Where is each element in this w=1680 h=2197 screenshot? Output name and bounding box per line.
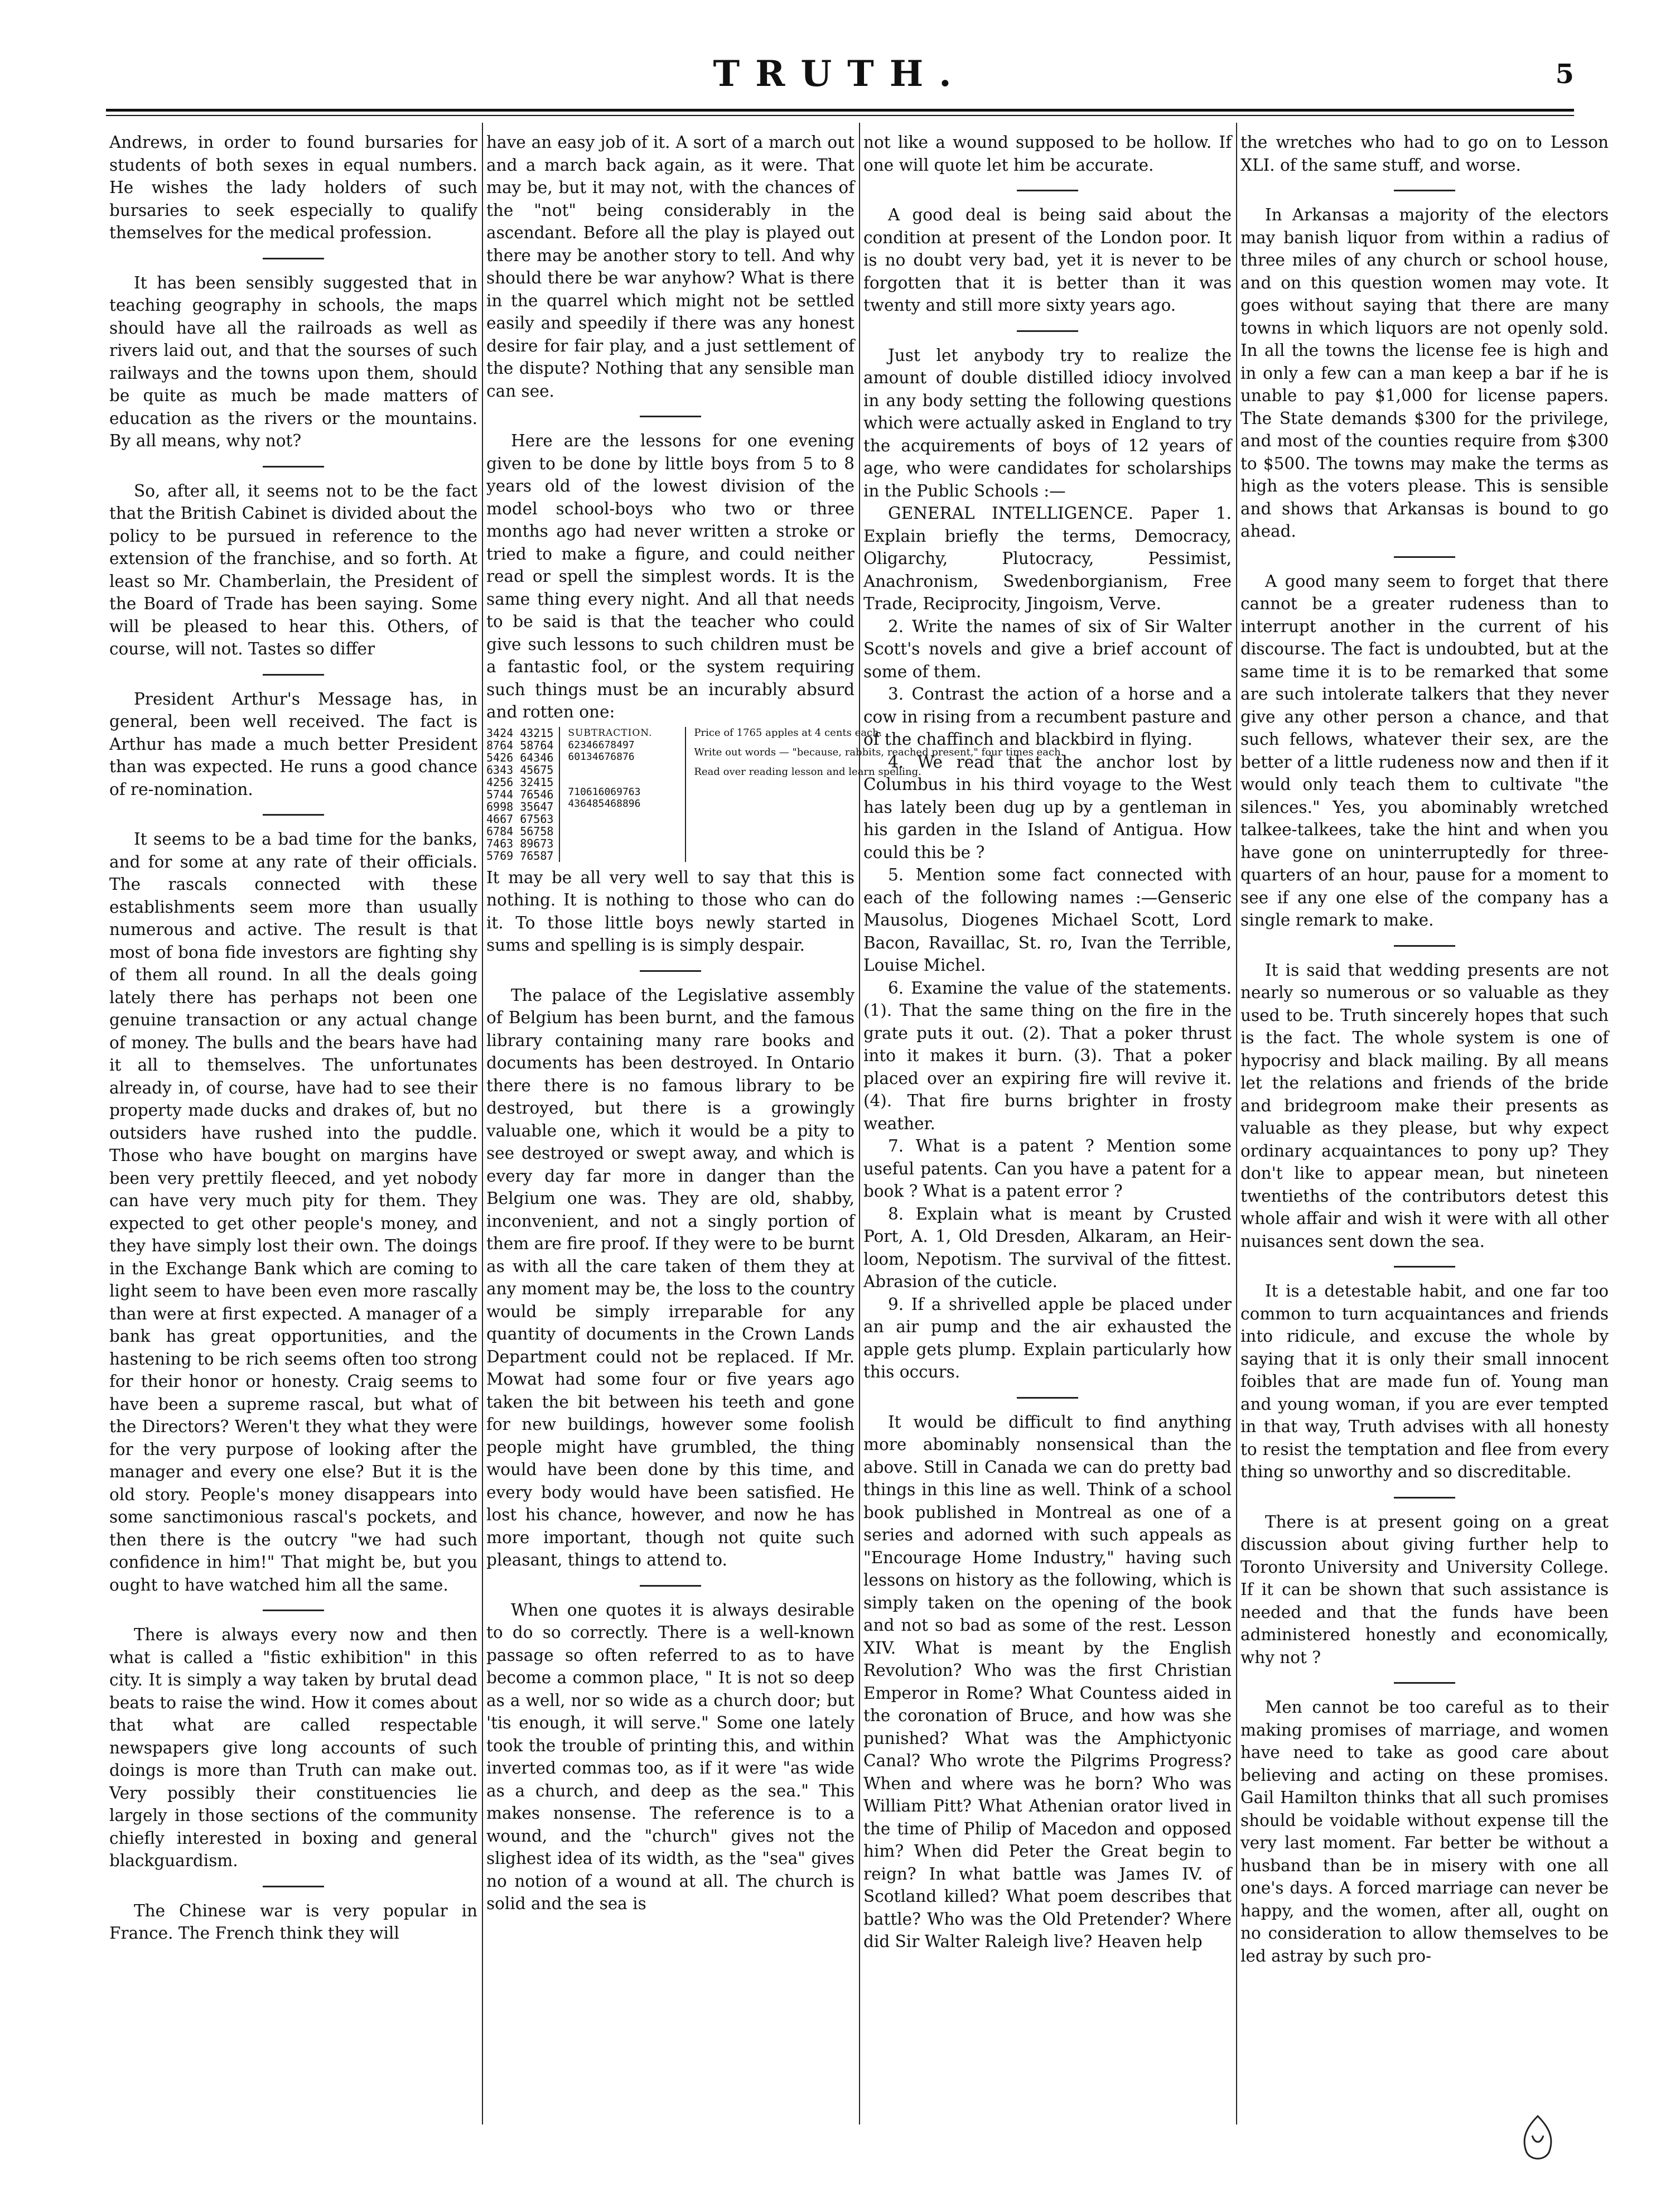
figure-row: 7463 89673 xyxy=(486,836,554,850)
addition-figures xyxy=(486,727,560,862)
figure-row: 4256 32415 xyxy=(486,775,554,789)
article-separator xyxy=(263,1886,324,1887)
article-separator xyxy=(1017,1397,1078,1399)
figure-row: 5744 76546 xyxy=(486,787,554,801)
figure-row: 6998 35647 xyxy=(486,799,554,813)
article-paragraph: GENERAL INTELLIGENCE. Paper 1. Explain briefly the terms, Democracy, Oligarchy, Plutocracy, Pessimist, Anachronism, Swedenborgianism, Free Trade, Reciprocity, Jingoism, Verve. xyxy=(863,504,1232,613)
column-divider xyxy=(859,123,860,2124)
article-paragraph: 8. Explain what is meant by Crusted Port, A. 1, Old Dresden, Alkaram, an Heir-loom, Nepotism. The survival of the fittest. Abrasion of the cuticle. xyxy=(863,1204,1232,1291)
column-divider xyxy=(482,123,483,2124)
article-separator xyxy=(263,466,324,468)
article-paragraph: When one quotes it is always desirable to do so correctly. There is a well-known passage so often referred to as to have become a common place, " It is not so deep as a well, nor so wide as a church door; but 'tis enough, it will serve." Some one lately took the trouble of printing this, and within inverted commas too, as if it were "as wide as a church, and deep as the sea." This makes nonsense. The reference is to a wound, and the "church" gives not the slighest idea of its width, as the "sea" gives no notion of a wound at all. The church is solid and the sea is xyxy=(486,1600,855,1913)
figure-row: 5769 76587 xyxy=(486,849,554,863)
lesson-instruction: Price of 1765 apples at 4 cents each. xyxy=(694,726,882,739)
article-paragraph: have an easy job of it. A sort of a march out and a march back again, as it were. That may be, but it may not, with the chances of the "not" being considerably in the ascendant. Before all the play is played out there may be another story to tell. And why should there be war anyhow? What is there in the quarrel which might not be settled easily and speedily if there was any honest desire for fair play, and a just settlement of the dispute? Nothing that any sensible man can see. xyxy=(486,133,855,401)
article-paragraph: President Arthur's Message has, in general, been well received. The fact is Arthur has made a much better President than was expected. He runs a good chance of re-nomination. xyxy=(109,689,477,799)
column-divider xyxy=(1236,123,1237,2124)
subtraction-row: 710616069763 xyxy=(568,786,641,798)
article-paragraph: the wretches who had to go on to Lesson XLI. of the same stuff, and worse. xyxy=(1240,133,1609,175)
article-paragraph: A good many seem to forget that there cannot be a greater rudeness than to interrupt another in the current of his discourse. The fact is undoubted, but at the same time it is to be remarked that some are such intolerate talkers that they never give any other person a chance, and that such fellows, whatever their sex, are the better of a little rudeness now and then if it would only teach them to cultivate "the silences." Yes, you abominably wretched talkee-talkees, take the hint and when you have gone on uninterruptedly for three-quarters of an hour, pause for a moment to see if any one else of the company has a single remark to make. xyxy=(1240,571,1609,929)
article-paragraph: The palace of the Legislative assembly of Belgium has been burnt, and the famous library containing many rare books and documents has been destroyed. In Ontario there there is no famous library to be destroyed, but there is a growingly valuable one, which it would be a pity to see destroyed or swept away, and which is every day far more in danger than the Belgium one was. They are old, shabby, inconvenient, and not a singly portion of them are fire proof. If they were to be burnt as with all the care taken of them they at any moment may be, the loss to the country would be simply irreparable for any quantity of documents in the Crown Lands Department could not be replaced. If Mr. Mowat had some four or five years ago taken the bit between his teeth and gone for new buildings, however some foolish people might have grumbled, the thing would have been done by this time, and every body would have been satisfied. He lost his chance, however, and now he has more important, though not quite such pleasant, things to attend to. xyxy=(486,985,855,1569)
masthead xyxy=(106,53,1574,114)
subtraction-heading: SUBTRACTION. xyxy=(568,727,653,739)
article-separator xyxy=(1394,1682,1455,1684)
printers-ornament-icon xyxy=(1515,2113,1560,2164)
article-separator xyxy=(263,674,324,676)
article-separator xyxy=(640,970,701,972)
figure-row: 6784 56758 xyxy=(486,824,554,838)
article-paragraph: Just let anybody try to realize the amount of double distilled idiocy involved in any body setting the following questions which were actually asked in England to try the acquirements of boys of 12 years of age, who were candidates for scholarships in the Public Schools :— xyxy=(863,345,1232,500)
article-paragraph: 2. Write the names of six of Sir Walter Scott's novels and give a brief account of some of them. xyxy=(863,616,1232,681)
article-paragraph: A good deal is being said about the condition at present of the London poor. It is no doubt very bad, yet it is never to be forgotten that it is better than it was twenty and still more sixty years ago. xyxy=(863,205,1232,315)
article-paragraph: The Chinese war is very popular in France. The French think they will xyxy=(109,1901,477,1943)
article-separator xyxy=(1394,1266,1455,1268)
subtraction-row: 60134676876 xyxy=(568,750,635,763)
article-separator xyxy=(1394,556,1455,558)
column-3 xyxy=(863,131,1232,2130)
article-paragraph: There is at present going on a great discussion about giving further help to Toronto University and University College. If it can be shown that such assistance is needed and that the funds have been administered honestly and economically, why not ? xyxy=(1240,1512,1609,1667)
article-paragraph: 5. Mention some fact connected with each of the following names :—Genseric Mausolus, Diogenes Michael Scott, Lord Bacon, Ravaillac, St. ro, Ivan the Terrible, Louise Michel. xyxy=(863,865,1232,975)
article-paragraph: 9. If a shrivelled apple be placed under an air pump and the air exhausted the apple gets plump. Explain particularly how this occurs. xyxy=(863,1294,1232,1381)
subtraction-row: 436485468896 xyxy=(568,797,641,810)
subtraction-row xyxy=(568,774,679,786)
lesson-instruction: Write out words — "because, rabbits, reached present," four times each. xyxy=(694,746,1064,758)
subtraction-figures xyxy=(568,727,686,862)
article-paragraph: Andrews, in order to found bursaries for students of both sexes in equal numbers. He wishes the lady holders of such bursaries to seek especially to qualify themselves for the medical profession. xyxy=(109,133,477,242)
article-paragraph: Men cannot be too careful as to their making promises of marriage, and women have need to take as good care about believing and acting on these promises. Gail Hamilton thinks that all such promises should be voidable without expense till the very last moment. Far better be without a husband than be in misery with one all one's days. A forced marriage can never be happy, and the women, after all, ought on no consideration to allow themselves to be led astray by such pro- xyxy=(1240,1698,1609,1965)
column-4 xyxy=(1240,131,1609,2130)
figure-row: 6343 45675 xyxy=(486,763,554,777)
article-separator xyxy=(263,814,324,816)
page-number: 5 xyxy=(1555,59,1574,90)
article-paragraph: 3. Contrast the action of a horse and a cow in rising from a recumbent pasture and of the chaffinch and blackbird in flying. xyxy=(863,685,1232,749)
article-separator xyxy=(263,258,324,259)
article-paragraph: not like a wound supposed to be hollow. If one will quote let him be accurate. xyxy=(863,133,1232,175)
article-paragraph: It would be difficult to find anything more abominably nonsensical than the above. Still in Canada we can do pretty bad things in this line as well. Think of a school book published in Montreal as one of a series and adorned with such appeals as "Encourage Home Industry," having such lessons on history as the following, which is simply taken on the opening of the book and not so bad as some of the rest. Lesson XIV. What is meant by the English Revolution? Who was the first Christian Emperor in Rome? What Countess aided in the coronation of Bruce, and how was she punished? What was the Amphictyonic Canal? Who wrote the Pilgrims Progress? When and where was he born? Who was William Pitt? What Athenian orator lived in the time of Philip of Macedon and opposed him? When did Peter the Great begin to reign? In what battle was James IV. of Scotland killed? What poem describes that battle? Who was the Old Pretender? Where did Sir Walter Raleigh live? Heaven help xyxy=(863,1412,1232,1951)
subtraction-row xyxy=(568,763,679,774)
figure-row: 3424 43215 xyxy=(486,726,554,740)
article-paragraph: So, after all, it seems not to be the fact that the British Cabinet is divided about the policy to be pursued in reference to the extension of the franchise, and so forth. At least so Mr. Chamberlain, the President of the Board of Trade has been saying. Some will be pleased to hear this. Others, of course, will not. Tastes so differ xyxy=(109,481,477,658)
article-paragraph: 6. Examine the value of the statements. (1). That the same thing on the fire in the grate puts it out. (2). That a poker thrust into it makes it burn. (3). That a poker placed over an expiring fire will revive it. (4). That fire burns brighter in frosty weather. xyxy=(863,978,1232,1133)
article-paragraph: It may be all very well to say that this is nothing. It is nothing to those who can do it. To those little boys newly started in sums and spelling is is simply despair. xyxy=(486,868,855,955)
subtraction-row: 62346678497 xyxy=(568,739,635,751)
article-paragraph: In Arkansas a majority of the electors may banish liquor from within a radius of three miles of any church or school house, and on this question women may vote. It goes without saying that there are many towns in which liquors are not openly sold. In all the towns the license fee is high and in only a few can a man keep a bar if he is unable to pay $1,000 for license papers. The State demands $300 for the privilege, and most of the counties require from $300 to $500. The towns may make the terms as high as the voters please. This is sensible and shows that Arkansas is bound to go ahead. xyxy=(1240,205,1609,541)
figure-row: 8764 58764 xyxy=(486,738,554,752)
masthead-rule-thick xyxy=(106,109,1574,112)
article-paragraph: There is always every now and then what is called a "fistic exhibition" in this city. It is simply a way taken by brutal dead beats to raise the wind. How it comes about that what are called respectable newspapers give long accounts of such doings is more than Truth can make out. Very possibly their constituencies lie largely in those sections of the community chiefly interested in boxing and general blackguardism. xyxy=(109,1625,477,1870)
article-paragraph: Here are the lessons for one evening given to be done by little boys from 5 to 8 years old of the lowest division of the model school-boys who two or three months ago had never written a stroke or tried to make a figure, and could neither read or spell the simplest words. It is the same thing every night. And all that needs to be said is that the teacher who could give such lessons to such children must be a fantastic fool, or the system requiring such things must be an incurably absurd and rotten one: xyxy=(486,431,855,721)
figure-row: 4667 67563 xyxy=(486,812,554,826)
newspaper-title: TRUTH. xyxy=(713,53,967,95)
column-1 xyxy=(109,131,477,2130)
article-separator xyxy=(263,1610,324,1611)
figure-row: 5426 64346 xyxy=(486,750,554,764)
masthead-rule-thin xyxy=(106,115,1574,116)
lesson-instruction: Read over reading lesson and learn spelling. xyxy=(694,765,921,778)
article-separator xyxy=(1017,330,1078,332)
article-separator xyxy=(1394,190,1455,191)
article-paragraph: It seems to be a bad time for the banks, and for some at any rate of their officials. The rascals connected with these establishments seem more than usually numerous and active. The result is that most of bona fide investors are fighting shy of them all round. In all the deals going lately there has perhaps not been one genuine transaction or any actual change of money. The bulls and the bears have had it all to themselves. The unfortunates already in, of course, have had to see their property made ducks and drakes of, but no outsiders have rushed into the puddle. Those who have bought on margins have been very prettily fleeced, and yet nobody can have very much pity for them. They expected to get other people's money, and they have simply lost their own. The doings in the Exchange Bank which are coming to light seem to have been even more rascally than were at first expected. A manager of a bank has great opportunities, and the hastening to be rich seems often too strong for their honor or honesty. Craig seems to have been a supreme rascal, but what of the Directors? Weren't they what they were for the very purpose of looking after the manager and every one else? But it is the old story. People's money disappears into some sanctimonious rascal's pockets, and then there is the outcry "we had such confidence in him!" That might be, but you ought to have watched him all the same. xyxy=(109,830,477,1594)
article-paragraph: It has been sensibly suggested that in teaching geography in schools, the maps should have all the railroads as well as rivers laid out, and that the sourses of such railways and the towns upon them, should be quite as much be made matters of education as the rivers or the mountains. By all means, why not? xyxy=(109,273,477,450)
article-separator xyxy=(640,416,701,417)
article-separator xyxy=(1394,945,1455,947)
article-separator xyxy=(640,1585,701,1587)
article-separator xyxy=(1017,190,1078,191)
article-paragraph: It is a detestable habit, and one far too common to turn acquaintances and friends into ridicule, and excuse the whole by saying that it is only their small innocent foibles that are made fun of. Young man and young woman, if you are ever tempted in that way, Truth advises with all honesty to resist the temptation and flee from every thing so unworthy and so discreditable. xyxy=(1240,1281,1609,1481)
article-separator xyxy=(1394,1497,1455,1499)
article-paragraph: 7. What is a patent ? Mention some useful patents. Can you have a patent for a book ? What is a patent error ? xyxy=(863,1136,1232,1201)
article-paragraph: 4. We read that the anchor lost by Columbus in his third voyage to the West has lately been dug up by a gentleman in his garden in the Island of Antigua. How could this be ? xyxy=(863,752,1232,862)
article-paragraph: It is said that wedding presents are not nearly so numerous or so valuable as they used to be. Truth sincerely hopes that such is the fact. The whole system is one of hypocrisy and black mailing. By all means let the relations and friends of the bride and bridegroom make their presents as valuable as they please, but why expect ordinary acquaintances to pony up? They don't like to appear mean, but nineteen twentieths of the contributors detest this whole affair and wish it were with all other nuisances sent down the sea. xyxy=(1240,960,1609,1251)
